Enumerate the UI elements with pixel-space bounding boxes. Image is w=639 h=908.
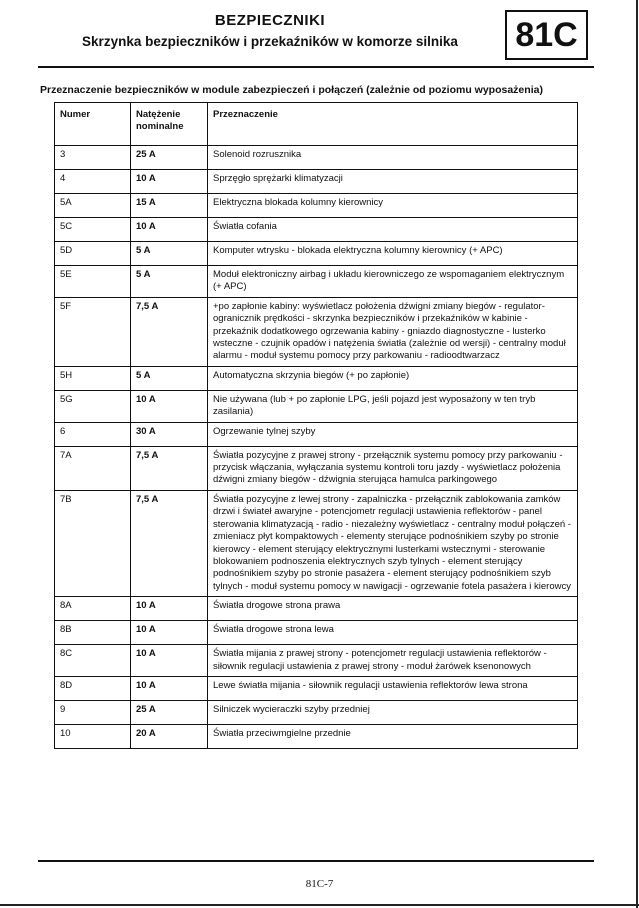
column-header-number: Numer [55,103,131,146]
table-row [55,490,578,596]
fuse-purpose: Komputer wtrysku - blokada elektryczna kolumny kierownicy (+ APC) [208,242,578,266]
table-row [55,194,578,218]
table-row [55,266,578,298]
column-header-purpose: Przeznaczenie [208,103,578,146]
fuse-rating: 7,5 A [131,297,208,366]
fuse-number: 5C [55,218,131,242]
fuse-number: 5G [55,390,131,422]
fuse-rating: 5 A [131,242,208,266]
fuse-rating: 10 A [131,170,208,194]
page-title: BEZPIECZNIKI [214,12,326,29]
table-row [55,218,578,242]
fuse-number: 8A [55,597,131,621]
fuse-purpose: Solenoid rozrusznika [208,146,578,170]
fuse-table-body [55,146,578,749]
fuse-number: 10 [55,724,131,748]
fuse-number: 9 [55,700,131,724]
fuse-purpose: Światła pozycyjne z lewej strony - zapalniczka - przełącznik zablokowania zamków drzwi i świateł awaryjne - potencjometr regulacji ustawienia reflektorów - panel sterowania klimatyzacją - radio - niezależny wyświetlacz - centralny moduł połączeń - zmieniacz płyt kompaktowych - elementy sterujące podnośnikiem szyby po stronie kierowcy - element sterujący elektrycznymi lusterkami wstecznymi - sterowanie blokowaniem podnoszenia elektrycznych szyb tylnych - element sterujący podnośnikiem szyby po stronie pasażera - element sterujący podnośnikiem szyb tylnych - moduł systemu pomocy w nawigacji - ogrzewanie fotela pasażera i kierowcy [208,490,578,596]
table-row [55,422,578,446]
table-row [55,645,578,677]
fuse-number: 3 [55,146,131,170]
table-row [55,170,578,194]
fuse-rating: 30 A [131,422,208,446]
table-header-row [55,103,578,146]
table-row [55,146,578,170]
column-header-rating: Natężenie nominalne [131,103,208,146]
fuse-purpose: Silniczek wycieraczki szyby przedniej [208,700,578,724]
fuse-number: 5D [55,242,131,266]
fuse-rating: 7,5 A [131,490,208,596]
table-row [55,446,578,490]
fuse-table [54,102,578,749]
table-row [55,676,578,700]
fuse-number: 6 [55,422,131,446]
table-row [55,390,578,422]
fuse-purpose: Światła przeciwmgielne przednie [208,724,578,748]
fuse-number: 5H [55,366,131,390]
fuse-rating: 15 A [131,194,208,218]
fuse-purpose: Światła pozycyjne z prawej strony - przełącznik systemu pomocy przy parkowaniu - przycisk włączania, wyłączania systemu kontroli toru jazdy - wyświetlacz położenia dźwigni zmiany biegów - dźwignia sterująca hamulca parkingowego [208,446,578,490]
fuse-purpose: Ogrzewanie tylnej szyby [208,422,578,446]
table-row [55,242,578,266]
fuse-purpose: Światła drogowe strona prawa [208,597,578,621]
table-caption: Przeznaczenie bezpieczników w module zabezpieczeń i połączeń (zależnie od poziomu wyposażenia) [40,84,543,96]
page-subtitle: Skrzynka bezpieczników i przekaźników w komorze silnika [82,34,458,49]
fuse-number: 5E [55,266,131,298]
table-row [55,297,578,366]
fuse-purpose: Elektryczna blokada kolumny kierownicy [208,194,578,218]
fuse-number: 4 [55,170,131,194]
fuse-rating: 20 A [131,724,208,748]
fuse-number: 8C [55,645,131,677]
table-row [55,621,578,645]
fuse-purpose: Lewe światła mijania - siłownik regulacji ustawienia reflektorów lewa strona [208,676,578,700]
fuse-purpose: +po zapłonie kabiny: wyświetlacz położenia dźwigni zmiany biegów - regulator-ogranicznik prędkości - skrzynka bezpieczników i przekaźników w kabinie - przekaźnik dodatkowego ogrzewania kabiny - gniazdo diagnostyczne - lusterko wsteczne - czujnik opadów i natężenia światła (zależnie od wersji) - centralny moduł alarmu - moduł systemu pomocy przy parkowaniu - radioodtwarzacz [208,297,578,366]
fuse-rating: 25 A [131,700,208,724]
page-border-right [636,0,638,908]
fuse-purpose: Światła drogowe strona lewa [208,621,578,645]
page-header [40,12,500,52]
fuse-rating: 10 A [131,597,208,621]
fuse-rating: 10 A [131,621,208,645]
fuse-rating: 10 A [131,676,208,700]
section-code: 81C [505,10,588,60]
footer-divider [38,860,594,862]
fuse-purpose: Światła mijania z prawej strony - potencjometr regulacji ustawienia reflektorów - siłownik regulacji ustawienia z prawej strony - moduł żarówek ksenonowych [208,645,578,677]
fuse-number: 8B [55,621,131,645]
fuse-purpose: Nie używana (lub + po zapłonie LPG, jeśli pojazd jest wyposażony w ten tryb zasilania) [208,390,578,422]
fuse-purpose: Moduł elektroniczny airbag i układu kierowniczego ze wspomaganiem elektrycznym (+ APC) [208,266,578,298]
fuse-rating: 7,5 A [131,446,208,490]
fuse-rating: 5 A [131,266,208,298]
table-row [55,597,578,621]
header-divider [38,66,594,68]
fuse-number: 8D [55,676,131,700]
fuse-purpose: Sprzęgło sprężarki klimatyzacji [208,170,578,194]
fuse-rating: 25 A [131,146,208,170]
fuse-purpose: Automatyczna skrzynia biegów (+ po zapłonie) [208,366,578,390]
fuse-purpose: Światła cofania [208,218,578,242]
fuse-number: 7A [55,446,131,490]
table-row [55,724,578,748]
fuse-rating: 10 A [131,645,208,677]
fuse-rating: 10 A [131,390,208,422]
fuse-number: 5A [55,194,131,218]
table-row [55,366,578,390]
fuse-rating: 10 A [131,218,208,242]
table-row [55,700,578,724]
page-border-bottom [0,904,639,906]
fuse-rating: 5 A [131,366,208,390]
fuse-number: 5F [55,297,131,366]
fuse-number: 7B [55,490,131,596]
page-number: 81C-7 [305,878,334,890]
